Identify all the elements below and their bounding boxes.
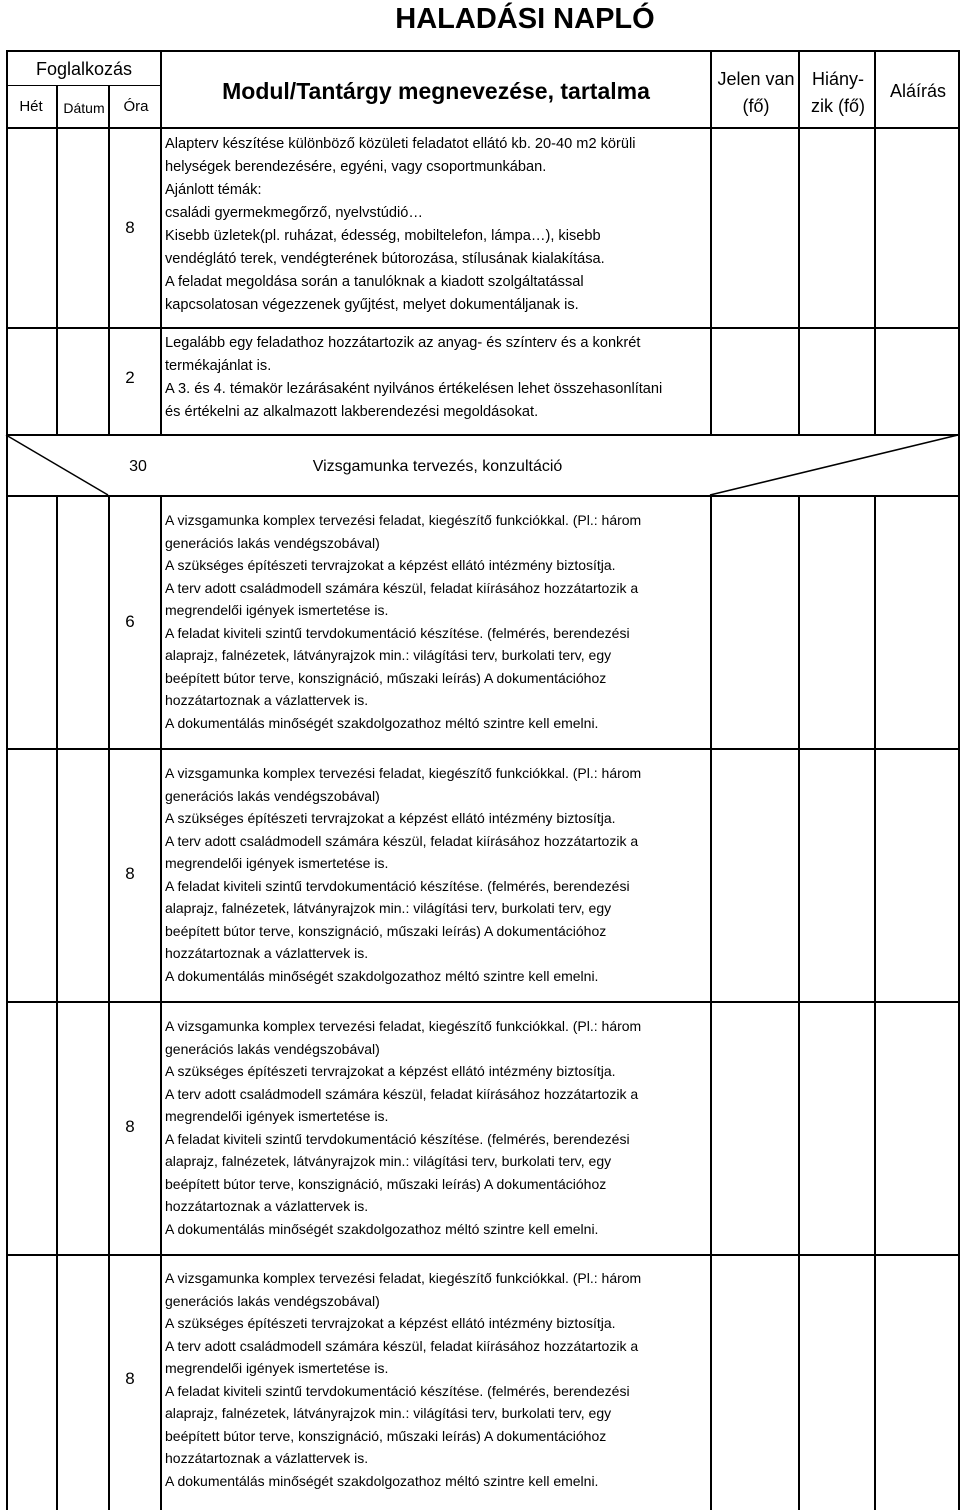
page-title: HALADÁSI NAPLÓ [395, 3, 655, 35]
section-hours: 30 [129, 458, 147, 475]
header-modul: Modul/Tantárgy megnevezése, tartalma [222, 78, 650, 104]
row-content: A vizsgamunka komplex tervezési feladat, kiegészítő funkciókkal. (Pl.: három generációs lakás vendégszobával) A szükséges építészeti tervrajzokat a képzést ellátó intézmény biztosítja. A terv adott családmodell számára készül, feladat kiírásához hozzátartozik a megrendelői igények ismertetése is. A feladat kiviteli szintű tervdokumentáció készítése. (felmérés, berendezési alaprajz, falnézetek, látványrajzok min.: világítási terv, burkolati terv, egy beépített bútor terve, konszignáció, műszaki leírás) A dokumentációhoz hozzátartoznak a vázlattervek is. A dokumentálás minőségét szakdolgozathoz méltó szintre kell emelni. [165, 512, 642, 731]
row-content: A vizsgamunka komplex tervezési feladat, kiegészítő funkciókkal. (Pl.: három generációs lakás vendégszobával) A szükséges építészeti tervrajzokat a képzést ellátó intézmény biztosítja. A terv adott családmodell számára készül, feladat kiírásához hozzátartozik a megrendelői igények ismertetése is. A feladat kiviteli szintű tervdokumentáció készítése. (felmérés, berendezési alaprajz, falnézetek, látványrajzok min.: világítási terv, burkolati terv, egy beépített bútor terve, konszignáció, műszaki leírás) A dokumentációhoz hozzátartoznak a vázlattervek is. A dokumentálás minőségét szakdolgozathoz méltó szintre kell emelni. [165, 1270, 642, 1489]
row-content: A vizsgamunka komplex tervezési feladat, kiegészítő funkciókkal. (Pl.: három generációs lakás vendégszobával) A szükséges építészeti tervrajzokat a képzést ellátó intézmény biztosítja. A terv adott családmodell számára készül, feladat kiírásához hozzátartozik a megrendelői igények ismertetése is. A feladat kiviteli szintű tervdokumentáció készítése. (felmérés, berendezési alaprajz, falnézetek, látványrajzok min.: világítási terv, burkolati terv, egy beépített bútor terve, konszignáció, műszaki leírás) A dokumentációhoz hozzátartoznak a vázlattervek is. A dokumentálás minőségét szakdolgozathoz méltó szintre kell emelni. [165, 765, 642, 984]
row-content: Alapterv készítése különböző közületi feladatot ellátó kb. 20-40 m2 körüli helységek berendezésére, egyéni, vagy csoportmunkában. Ajánlott témák: családi gyermekmegőrző, nyelvstúdió… Kisebb üzletek(pl. ruházat, édesség, mobiltelefon, lámpa…), kisebb vendéglátó terek, vendégterének bútorozása, stílusának kialakítása. A feladat megoldása során a tanulóknak a kiadott szolgáltatással kapcsolatosan végezzenek gyűjtést, melyet dokumentáljanak is. [165, 136, 636, 313]
header-ora: Óra [123, 98, 149, 115]
header-jelen-van: Jelen van (fő) [717, 69, 795, 116]
header-foglalkozas: Foglalkozás [35, 59, 133, 79]
row-content: Legalább egy feladathoz hozzátartozik az anyag- és színterv és a konkrét termékajánlat is. A 3. és 4. témakör lezárásaként nyilvános értékelésen lehet összehasonlítani és értékelni az alkalmazott lakberendezési megoldásokat. [165, 335, 663, 420]
row-hours: 2 [125, 368, 135, 387]
row-hours: 6 [125, 612, 135, 631]
header-hianyzik: Hiány- zik (fő) [811, 69, 865, 116]
row-content: A vizsgamunka komplex tervezési feladat, kiegészítő funkciókkal. (Pl.: három generációs lakás vendégszobával) A szükséges építészeti tervrajzokat a képzést ellátó intézmény biztosítja. A terv adott családmodell számára készül, feladat kiírásához hozzátartozik a megrendelői igények ismertetése is. A feladat kiviteli szintű tervdokumentáció készítése. (felmérés, berendezési alaprajz, falnézetek, látványrajzok min.: világítási terv, burkolati terv, egy beépített bútor terve, konszignáció, műszaki leírás) A dokumentációhoz hozzátartoznak a vázlattervek is. A dokumentálás minőségét szakdolgozathoz méltó szintre kell emelni. [165, 1018, 642, 1237]
header-het: Hét [19, 98, 43, 115]
header-alairas: Aláírás [889, 81, 947, 101]
row-hours: 8 [125, 1117, 135, 1136]
row-hours: 8 [125, 1369, 135, 1388]
section-title: Vizsgamunka tervezés, konzultáció [312, 458, 563, 475]
row-hours: 8 [125, 864, 135, 883]
row-hours: 8 [125, 218, 135, 237]
header-datum: Dátum [63, 100, 105, 116]
